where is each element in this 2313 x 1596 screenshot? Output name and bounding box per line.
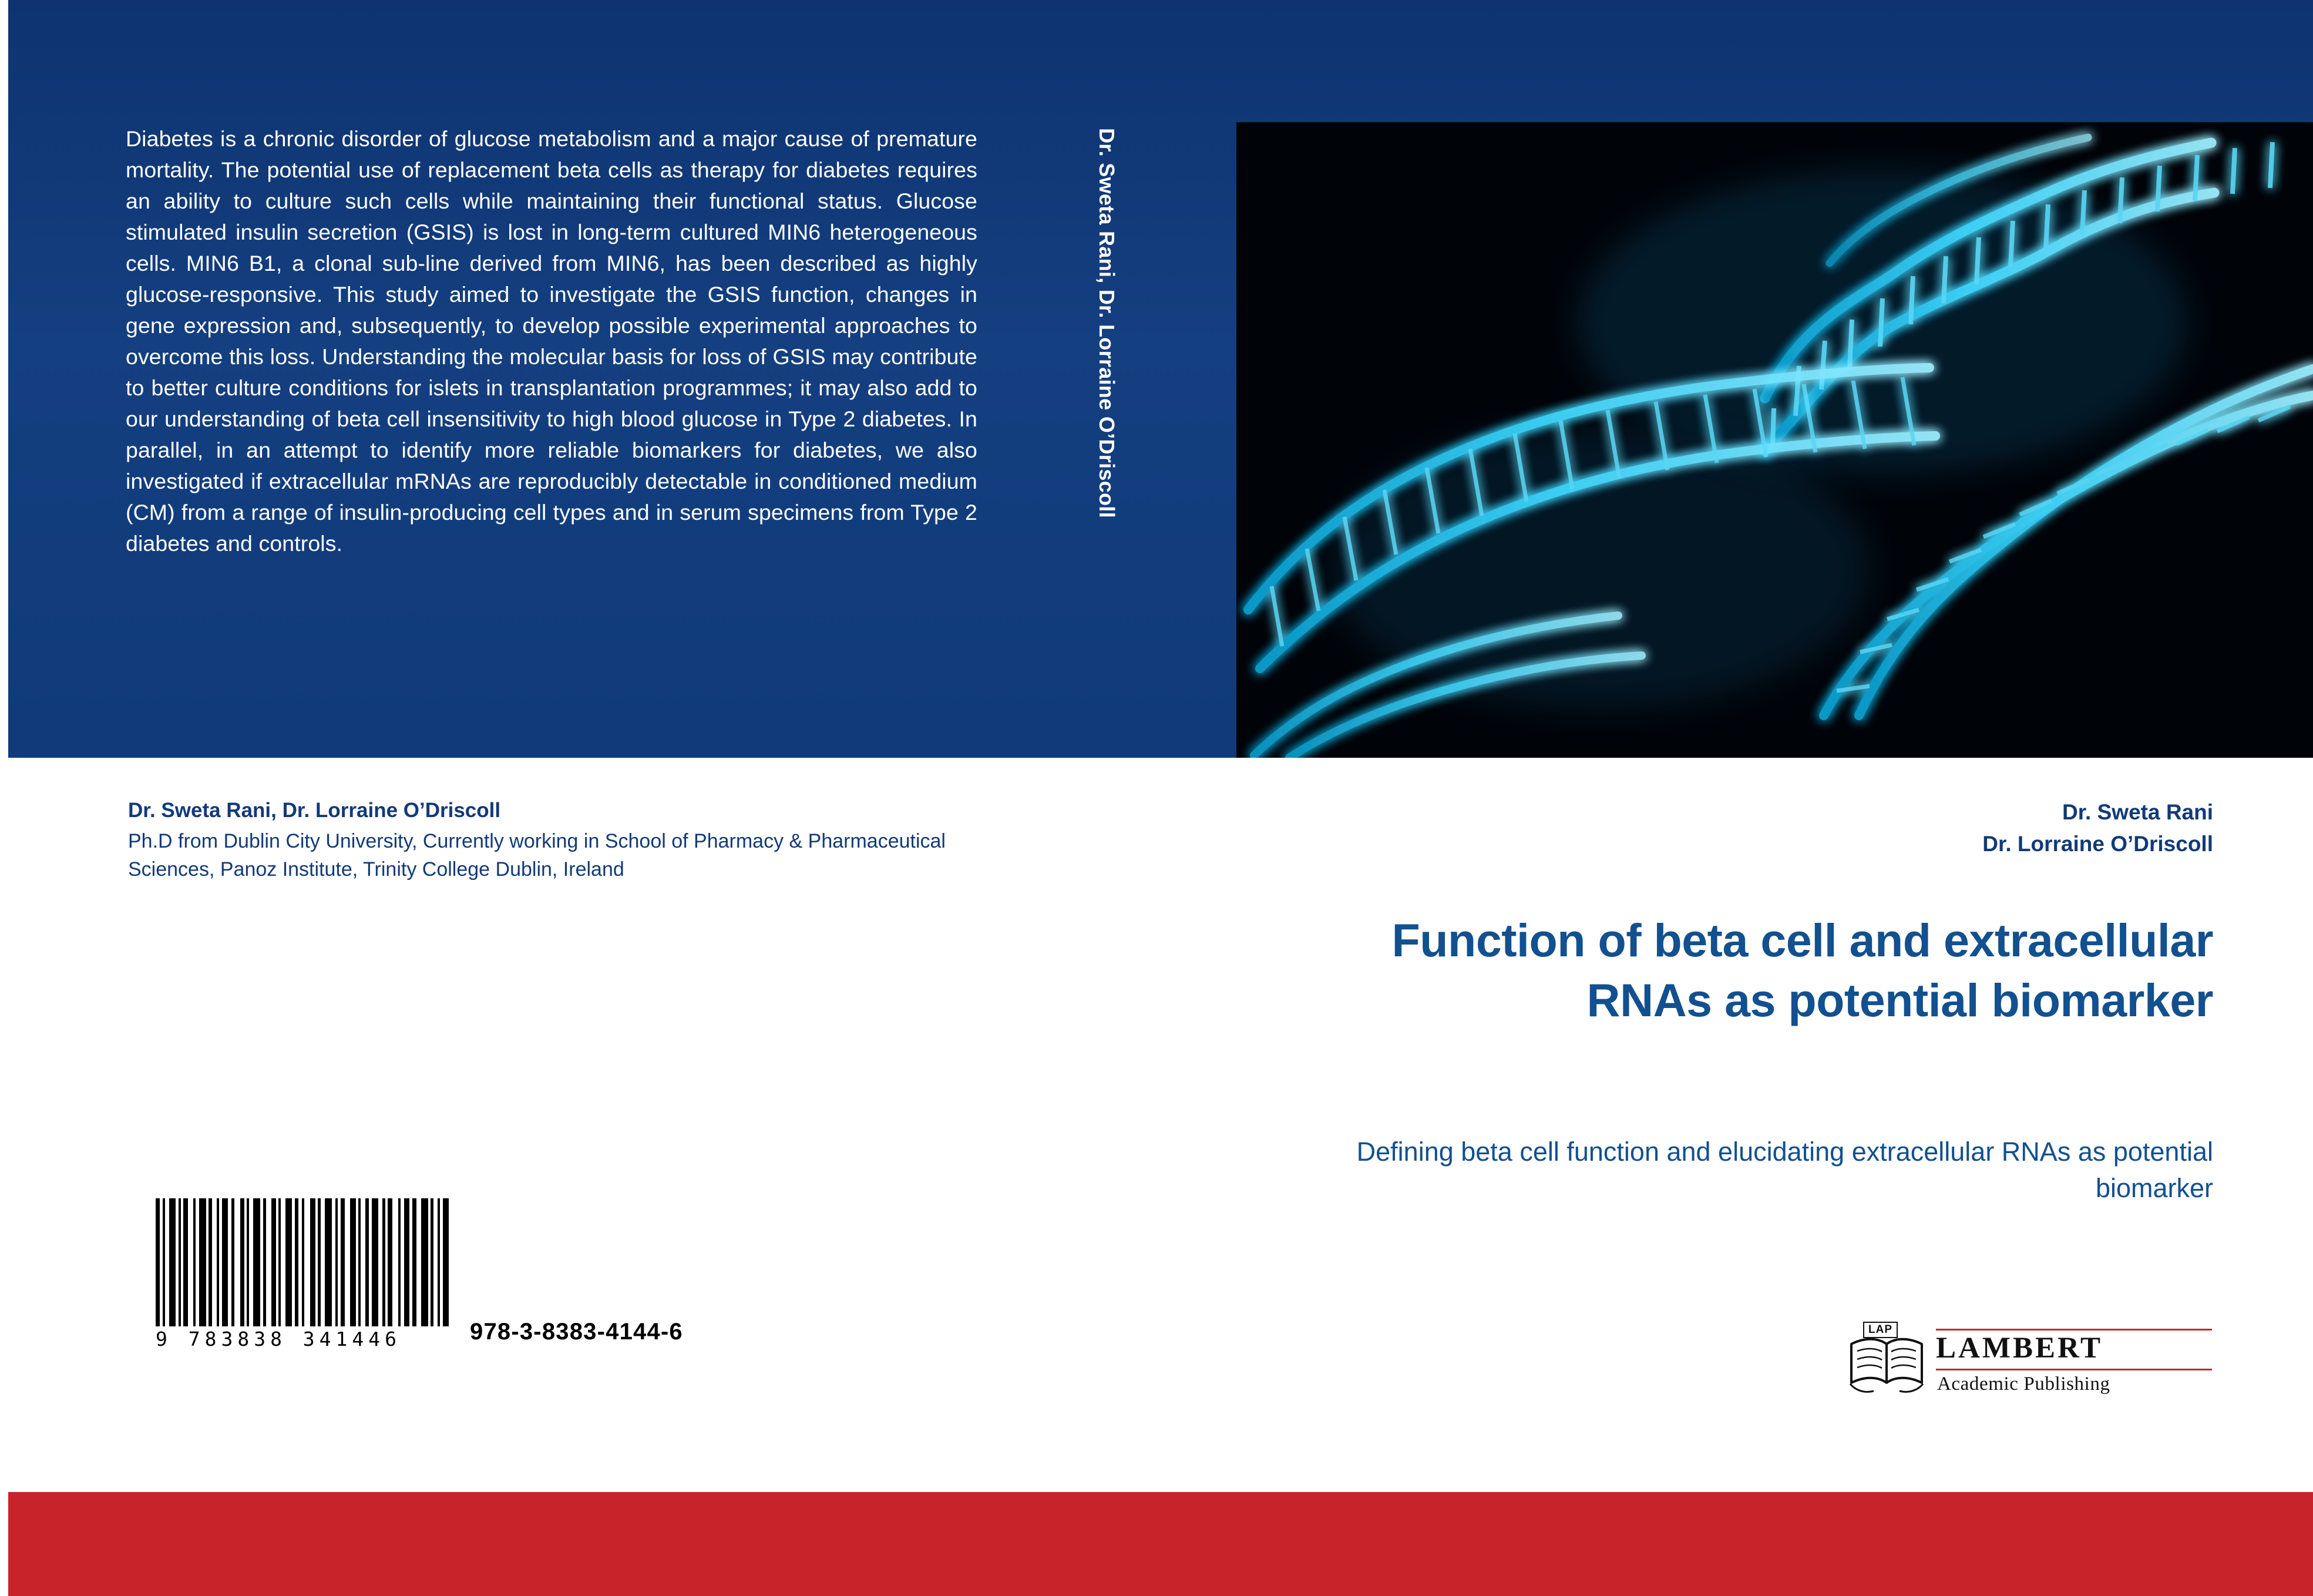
publisher-logo: [1848, 1322, 2212, 1404]
red-band-left-notch: [0, 1492, 8, 1596]
back-cover-blurb: Diabetes is a chronic disorder of glucose metabolism and a major cause of premature mortality. The potential use of replacement beta cells as therapy for diabetes requires an ability to culture such cells while maintaining their functional status. Glucose stimulated insulin secretion (GSIS) is lost in long-term cultured MIN6 heterogeneous cells. MIN6 B1, a clonal sub-line derived from MIN6, has been described as highly glucose-responsive. This study aimed to investigate the GSIS function, changes in gene expression and, subsequently, to develop possible experimental approaches to overcome this loss. Understanding the molecular basis for loss of GSIS may contribute to better culture conditions for islets in transplantation programmes; it may also add to our understanding of beta cell insensitivity to high blood glucose in Type 2 diabetes. In parallel, in an attempt to identify more reliable biomarkers for diabetes, we also investigated if extracellular mRNAs are reproducibly detectable in conditioned medium (CM) from a range of insulin-producing cell types and in serum specimens from Type 2 diabetes and controls.: [126, 126, 977, 556]
publisher-tagline: Academic Publishing: [1937, 1373, 2110, 1395]
spine-authors: Dr. Sweta Rani, Dr. Lorraine O’Driscoll: [1095, 128, 1119, 518]
back-author-names: Dr. Sweta Rani, Dr. Lorraine O’Driscoll: [128, 799, 501, 822]
publisher-badge: LAP: [1863, 1322, 1898, 1338]
publisher-rule-top: [1936, 1329, 2212, 1330]
publisher-rule-bottom: [1936, 1369, 2212, 1370]
back-cover-author-block: [128, 797, 1021, 883]
left-white-edge: [0, 0, 8, 758]
dna-helix-artwork: [1236, 122, 2313, 758]
front-cover-subtitle: Defining beta cell function and elucidating extracellular RNAs as potential biomarker: [1356, 1137, 2213, 1203]
front-cover-title: Function of beta cell and extracellular RNAs as potential biomarker: [1391, 914, 2213, 1026]
barcode-bars: [156, 1198, 490, 1326]
front-author-2: Dr. Lorraine O’Driscoll: [1982, 832, 2213, 856]
front-cover-authors: [1982, 797, 2213, 860]
bottom-red-band: [0, 1492, 2313, 1596]
front-author-1: Dr. Sweta Rani: [2062, 800, 2213, 824]
barcode-digits: 9 783838 341446: [156, 1328, 402, 1350]
publisher-name: LAMBERT: [1936, 1332, 2103, 1365]
isbn-text: 978-3-8383-4144-6: [470, 1319, 683, 1345]
back-author-bio: Ph.D from Dublin City University, Currently working in School of Pharmacy & Pharmaceutical Sciences, Panoz Institute, Trinity College Dublin, Ireland: [128, 830, 946, 881]
dna-helix-svg: [1236, 122, 2313, 758]
